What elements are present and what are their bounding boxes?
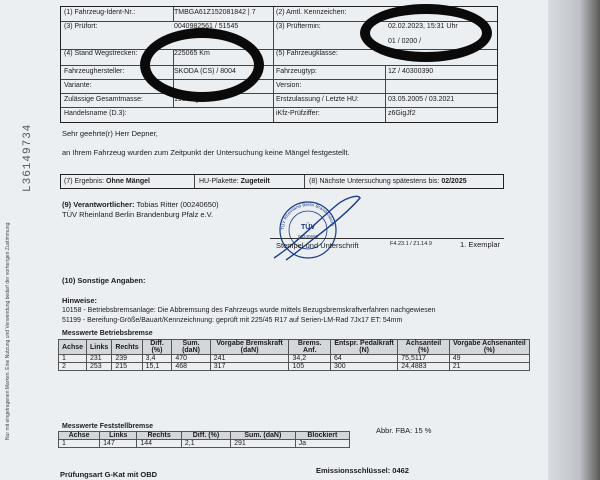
redaction-marker-left [140,28,264,102]
gkat-label: Prüfungsart G-Kat mit OBD [60,470,158,479]
fb-col-header: Achse [59,432,100,440]
bb-cell: 241 [210,355,289,363]
header-r-value-6: 03.05.2005 / 03.2021 [388,96,455,103]
fb-cell: Ja [295,440,349,448]
header-l-value-1: 0040982561 / 51545 [174,23,239,30]
header-r-value-4: 1Z / 40300390 [388,68,434,75]
bb-col-header: Entspr. Pedalkraft (N) [331,340,398,355]
bb-col-header: Vorgabe Bremskraft (daN) [210,340,289,355]
header-l-label-3: (4) Stand Wegstrecken: [64,50,138,57]
bb-cell: 300 [331,363,398,371]
signature-caption: Stempel und Unterschrift [276,241,359,250]
bb-col-header: Achse [59,340,87,355]
result-bar [60,174,504,189]
bb-col-header: Sum. (daN) [172,340,210,355]
responsible-name: Tobias Ritter (00240650) [136,200,219,209]
bb-col-header: Rechts [112,340,142,355]
header-r-label-6: Erstzulassung / Letzte HU: [276,96,359,103]
fb-cell: 144 [137,440,182,448]
next-inspection-label: (8) Nächste Untersuchung spätestens bis: [309,178,440,185]
bb-col-header: Diff. (%) [142,340,172,355]
bb-cell: 15,1 [142,363,172,371]
bb-cell: 1 [59,355,87,363]
next-inspection-value: 02/2025 [441,178,467,185]
bb-col-header: Links [87,340,112,355]
header-l-value-6: 1930 kg [174,96,199,103]
header-r-label-7: iKfz-Prüfziffer: [276,110,320,117]
header-l-label-5: Variante: [64,82,92,89]
bb-cell: 64 [331,355,398,363]
header-r-value-2: 01 / 0200 / [388,38,422,45]
bb-cell: 239 [112,355,142,363]
result-value: Ohne Mängel [106,178,150,185]
tuev-stamp [268,192,364,268]
stamp-ring-text: TÜV Rheinland Berlin Brandenburg [279,201,336,231]
bb-cell: 317 [210,363,289,371]
bb-cell: 468 [172,363,210,371]
other-info-title: (10) Sonstige Angaben: [62,276,146,285]
header-r-label-3: (5) Fahrzeugklasse: [276,50,338,57]
bb-col-header: Brems. Anf. [289,340,331,355]
fb-cell: 2,1 [181,440,230,448]
bb-cell: 470 [172,355,210,363]
bb-col-header: Achsanteil (%) [398,340,449,355]
header-l-label-1: (3) Prüfort: [64,23,98,30]
table-row [59,355,530,363]
header-l-label-0: (1) Fahrzeug-Ident-Nr.: [64,9,136,16]
header-l-value-0: TMBGA61Z152081842 | 7 [174,9,256,16]
header-l-label-7: Handelsname (D.3): [64,110,127,117]
fb-cell: 291 [231,440,296,448]
responsible-org: TÜV Rheinland Berlin Brandenburg Pfalz e.V. [62,210,214,219]
fb-cell: 1 [59,440,100,448]
header-l-label-6: Zulässige Gesamtmasse: [64,96,143,103]
betriebsbremse-table [58,339,530,371]
bb-cell: 231 [87,355,112,363]
bb-cell: 3,4 [142,355,172,363]
header-r-label-5: Version: [276,82,302,89]
responsible-label: (9) Verantwortlicher: [62,200,135,209]
bb-cell: 34,2 [289,355,331,363]
header-l-value-3: 225065 Km [174,50,210,57]
header-r-label-4: Fahrzeugtyp: [276,68,317,75]
greeting: Sehr geehrte(r) Herr Depner, [62,129,158,138]
table-row [59,440,350,448]
table-row [59,363,530,371]
bb-cell: 105 [289,363,331,371]
header-r-value-7: z6GigJf2 [388,110,416,117]
intro-text: an Ihrem Fahrzeug wurden zum Zeitpunkt der Untersuchung keine Mängel festgestellt. [62,148,350,157]
emission-label: Emissionsschlüssel: 0462 [316,466,409,475]
fb-col-header: Blockiert [295,432,349,440]
hinweise-label: Hinweise: [62,296,98,305]
betriebsbremse-title: Messwerte Betriebsbremse [62,330,153,337]
abbr-fba: Abbr. FBA: 15 % [376,426,432,435]
bb-col-header: Vorgabe Achsenanteil (%) [449,340,529,355]
header-r-value-1: 02.02.2023, 15:31 Uhr [388,23,458,30]
fb-col-header: Links [100,432,137,440]
bb-cell: 253 [87,363,112,371]
header-r-label-0: (2) Amtl. Kennzeichen: [276,9,347,16]
exemplar-label: 1. Exemplar [460,240,501,249]
redaction-marker-right [360,4,492,62]
page-edge-shadow [548,0,600,480]
responsible-line [62,200,219,209]
fb-col-header: Sum. (daN) [231,432,296,440]
bb-cell: 21 [449,363,529,371]
stamp-logo-text: TÜV [301,224,315,231]
bb-cell: 75,5117 [398,355,449,363]
bb-cell: 2 [59,363,87,371]
document-serial: L36149734 [22,123,34,192]
result-label: (7) Ergebnis: [64,178,105,185]
stamp-number: 00240650 [297,234,319,239]
plakette-value: Zugeteilt [240,178,270,185]
bb-cell: 49 [449,355,529,363]
bb-cell: 215 [112,363,142,371]
fb-col-header: Diff. (%) [181,432,230,440]
hinweis-line-2: 51199 - Bereifung-Größe/Bauart/Kennzeichnung: geprüft mit 225/45 R17 auf Serien-LM-Rad 7Jx17 ET: 54mm [62,317,403,324]
plakette-label: HU-Plakette: [199,178,239,185]
header-l-value-4: SKODA (CS) / 8004 [174,68,236,75]
form-code: F4.23.1 / Z1.14.9 [390,241,432,247]
side-copyright-note: Nur mit eingetragenen Marken. Eine Nutzung und Verwendung bedarf der vorherigen Zustimmung [5,222,11,440]
fb-col-header: Rechts [137,432,182,440]
bb-cell: 24,4883 [398,363,449,371]
fb-cell: 147 [100,440,137,448]
header-l-label-4: Fahrzeughersteller: [64,68,125,75]
signature-line [270,238,504,239]
header-r-label-1: (3) Prüftermin: [276,23,321,30]
hinweis-line-1: 10158 - Betriebsbremsanlage: Die Abbremsung des Fahrzeugs wurde mittels Bezugsbremskraftverfahren nachgewiesen [62,307,436,314]
feststellbremse-table [58,431,350,448]
feststellbremse-title: Messwerte Feststellbremse [62,423,154,430]
